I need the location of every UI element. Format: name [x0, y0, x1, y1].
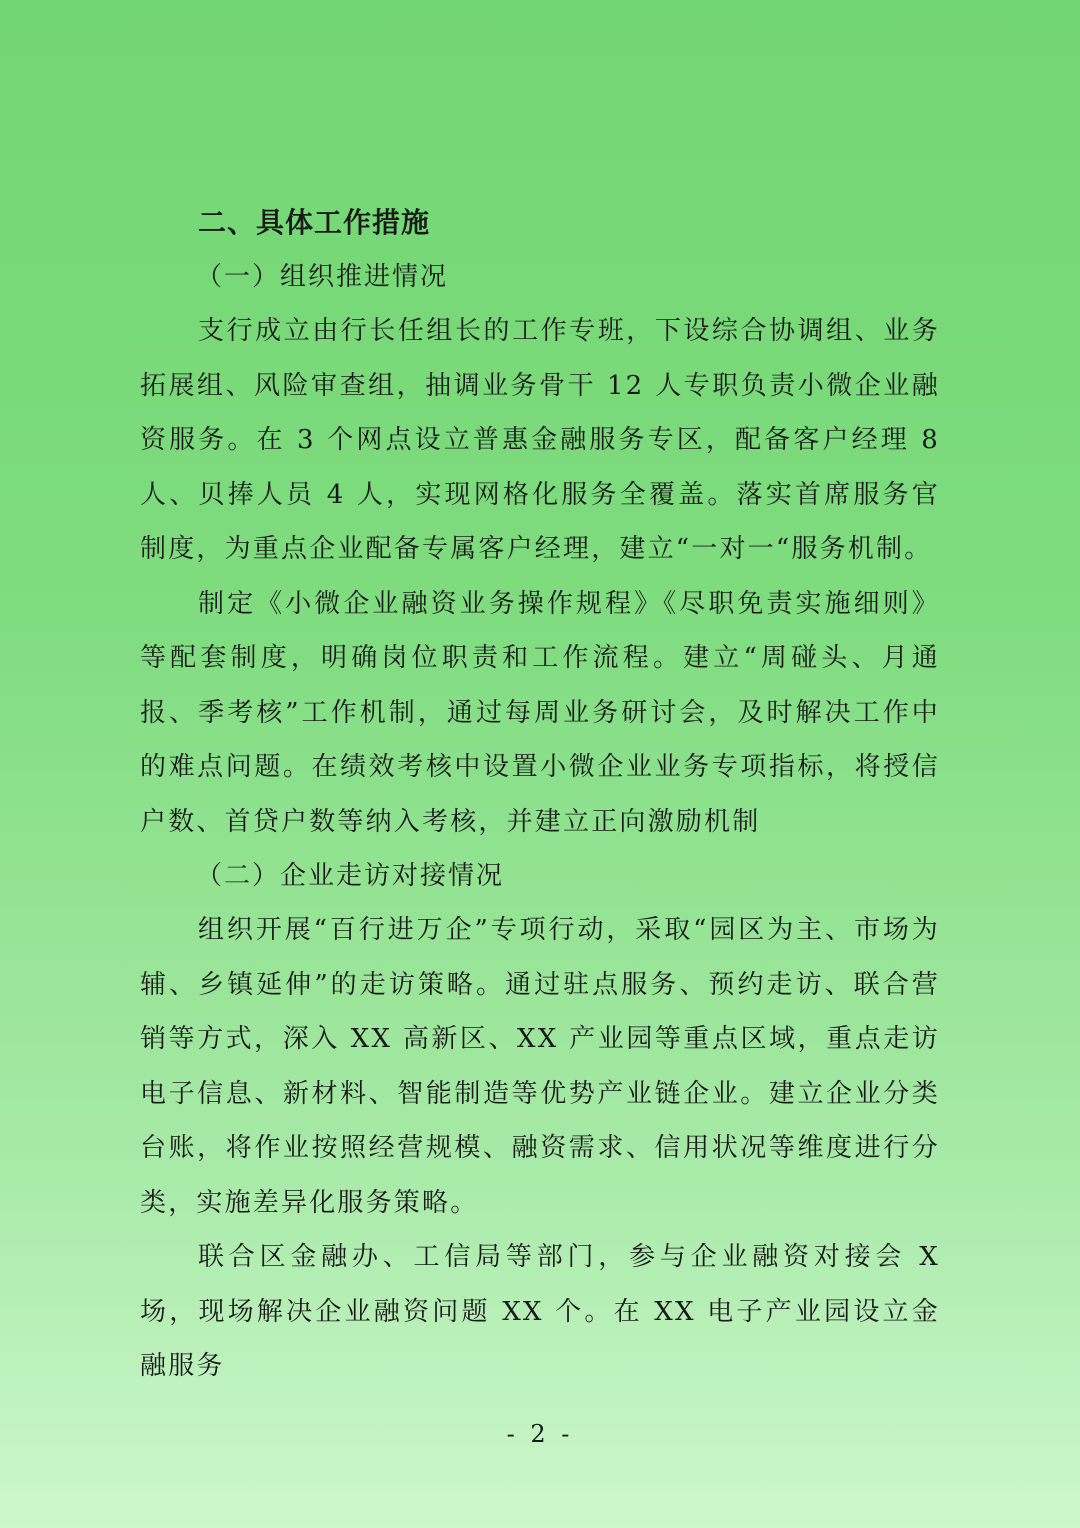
paragraph-2: 制定《小微企业融资业务操作规程》《尽职免责实施细则》等配套制度，明确岗位职责和工作流程。建立“周碰头、月通报、季考核”工作机制，通过每周业务研讨会，及时解决工作中的难点问题。在绩效考核中设置小微企业业务专项指标，将授信户数、首贷户数等纳入考核，并建立正向激励机制 [140, 588, 940, 837]
subheading-enterprise-visits: （二）企业走访对接情况 [196, 861, 505, 891]
document-body [140, 196, 940, 1394]
paragraph-3: 组织开展“百行进万企”专项行动，采取“园区为主、市场为辅、乡镇延伸”的走访策略。通过驻点服务、预约走访、联合营销等方式，深入 XX 高新区、XX 产业园等重点区域，重点走访电子信息、新材料、智能制造等优势产业链企业。建立企业分类台账，将作业按照经营规模、融资需求、信用状况等维度进行分类，实施差异化服务策略。 [140, 915, 940, 1218]
section-heading: 二、具体工作措施 [198, 206, 431, 239]
paragraph-1: 支行成立由行长任组长的工作专班，下设综合协调组、业务拓展组、风险审查组，抽调业务骨干 12 人专职负责小微企业融资服务。在 3 个网点设立普惠金融服务专区，配备客户经理 8 人、贝捧人员 4 人，实现网格化服务全覆盖。落实首席服务官制度，为重点企业配备专属客户经理，建立“一对一“服务机制。 [140, 316, 940, 564]
subheading-organization: （一）组织推进情况 [196, 262, 449, 292]
paragraph-4: 联合区金融办、工信局等部门，参与企业融资对接会 X 场，现场解决企业融资问题 XX 个。在 XX 电子产业园设立金融服务 [140, 1242, 940, 1381]
page-number: - 2 - [506, 1420, 574, 1448]
